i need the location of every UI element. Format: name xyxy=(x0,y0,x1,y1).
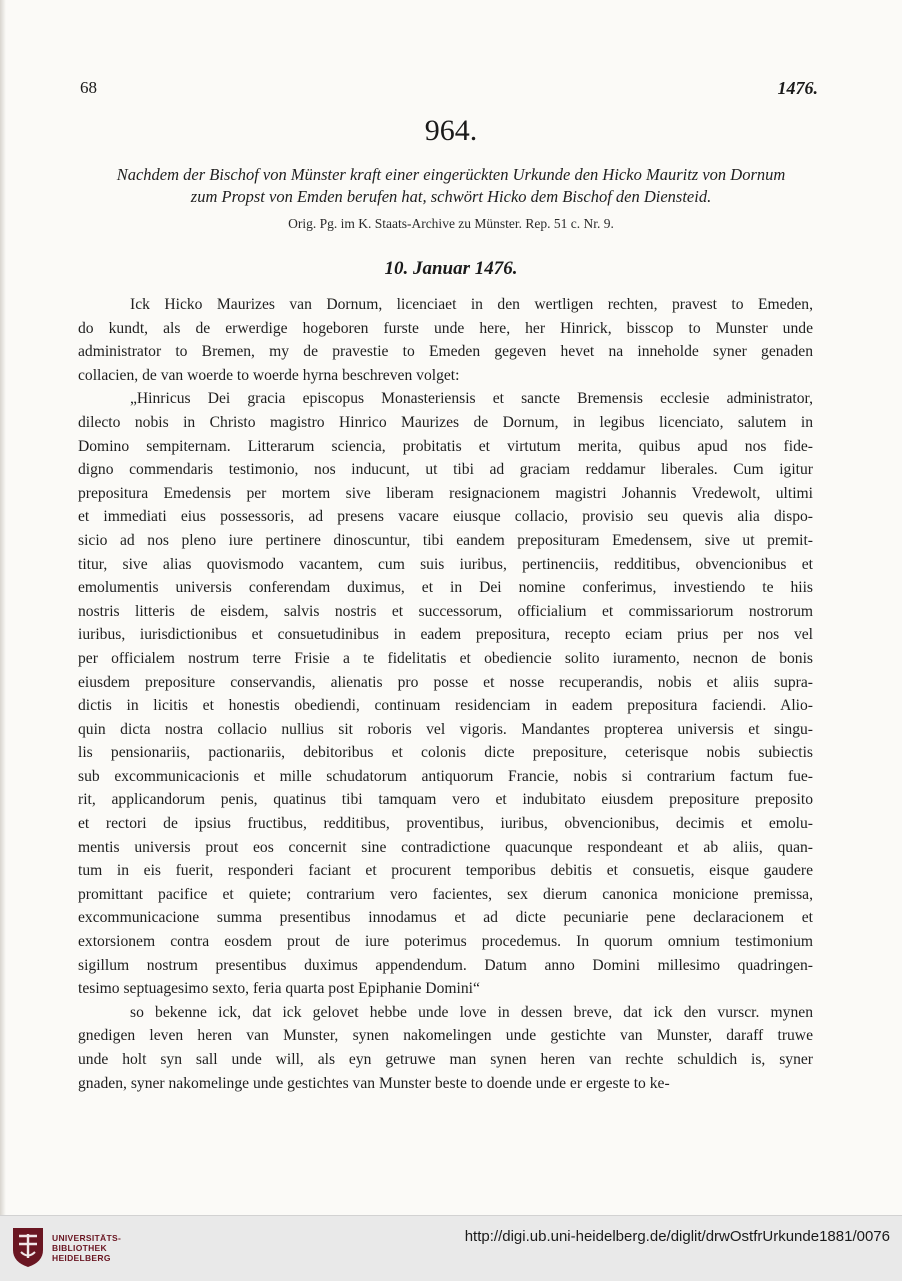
body-line: dictis in licitis et honestis obediendi, continuam residenciam in eadem prepositura faciendi. Alio- xyxy=(78,697,813,715)
body-line: gnaden, syner nakomelinge unde gestichtes van Munster beste to doende unde er ergeste to ke- xyxy=(78,1074,670,1092)
library-seal-icon[interactable] xyxy=(10,1226,46,1268)
document-body xyxy=(78,293,813,1095)
body-line: „Hinricus Dei gracia episcopus Monasteriensis et sancte Bremensis ecclesie administrator, xyxy=(130,390,813,408)
page-number: 68 xyxy=(80,78,97,97)
archive-source: Orig. Pg. im K. Staats-Archive zu Münster. Rep. 51 c. Nr. 9. xyxy=(288,216,614,231)
body-line: per officialem nostrum terre Frisie a te fidelitatis et obediencie solito iuramento, necnon de bonis xyxy=(78,649,813,667)
body-line: sub excommunicacionis et mille schudatorum antiquorum Francie, nobis si contrarium factum fue- xyxy=(78,767,813,785)
body-line: iuribus, iurisdictionibus et consuetudinibus in eadem prepositura, recepto eciam prius per nos vel xyxy=(78,626,813,644)
body-line: promittant pacifice et quiete; contrarium vero facientes, sex dierum canonica monicione premissa, xyxy=(78,885,813,903)
body-line: Ick Hicko Maurizes van Dornum, licenciaet in den wertligen rechten, pravest to Emeden, xyxy=(130,296,813,313)
body-line: nostris litteris de eisdem, salvis nostris et successorum, officialium et commissariorum nostrorum xyxy=(78,602,813,620)
footer-bar xyxy=(0,1215,902,1281)
body-line: digno commendaris testimonio, nos inducunt, ut tibi ad graciam reddamur liberales. Cum igitur xyxy=(78,461,813,479)
body-line: do kundt, als de erwerdige hogeboren furste unde here, her Hinrick, bisscop to Munster unde xyxy=(78,319,813,337)
body-line: excommunicacione summa presentibus innodamus et ad dicte pecuniarie pene declaracionem et xyxy=(78,909,813,927)
library-name-line: UNIVERSITÄTS- xyxy=(52,1233,122,1243)
body-line: sigillum nostrum presentibus duximus appendendum. Datum anno Domini millesimo quadringen- xyxy=(78,956,813,974)
body-line: extorsionem contra eosdem prout de iure poterimus procedemus. In quorum omnium testimonium xyxy=(78,933,813,951)
library-name-line: BIBLIOTHEK xyxy=(52,1243,107,1253)
body-line: titur, sive alias quovismodo vacantem, cum suis iuribus, pertinenciis, redditibus, obvencionibus et xyxy=(78,555,813,573)
body-line: et immediati eius possessoris, ad presens vacare eiusque collacio, provisio seu quevis alia dispo- xyxy=(78,508,813,526)
body-line: rit, applicandorum penis, quatinus tibi tamquam vero et indubitato eiusdem prepositure preposito xyxy=(78,791,813,809)
library-name[interactable] xyxy=(52,1233,121,1263)
running-year: 1476. xyxy=(777,78,818,98)
body-line: tesimo septuagesimo sexto, feria quarta post Epiphanie Domini“ xyxy=(78,980,480,998)
body-line: administrator to Bremen, my de pravestie to Emeden gegeven hevet na inneholde syner genaden xyxy=(78,343,813,361)
body-line: prepositura Emedensis per mortem sive liberam resignacionem magistri Johannis Vredewolt, ultimi xyxy=(78,484,813,502)
document-summary xyxy=(60,164,842,208)
body-line: collacien, de van woerde to woerde hyrna beschreven volget: xyxy=(78,366,460,384)
body-line: unde holt syn sall unde will, als eyn getruwe man synen heren van rechte schuldich is, syner xyxy=(78,1051,813,1068)
body-line: eiusdem prepositure conservandis, alienatis pro posse et nosse recuperandis, nobis et aliis supra- xyxy=(78,673,813,691)
document-number: 964. xyxy=(424,114,478,147)
body-line: sicio ad nos pleno iure pertinere dinoscuntur, tibi eandem preposituram Emedensem, sive ut premit- xyxy=(78,531,813,549)
body-line: so bekenne ick, dat ick gelovet hebbe unde love in dessen breve, dat ick den vurscr. mynen xyxy=(130,1003,813,1021)
body-line: quin dicta nostra collacio nullius sit roboris vel vigoris. Mandantes propterea universis et singu- xyxy=(78,720,813,738)
body-line: Domino sempiternam. Litterarum sciencia, probitatis et virtutum merita, quibus apud nos fide- xyxy=(78,437,813,455)
summary-line: zum Propst von Emden berufen hat, schwört Hicko dem Bischof den Diensteid. xyxy=(190,187,712,206)
body-line: gnedigen leven heren van Munster, synen nakomelingen unde gestichte van Munster, daraff truwe xyxy=(78,1027,813,1045)
body-line: lis pensionariis, pactionariis, debitoribus et colonis dicte prepositure, ceterisque nobis subiectis xyxy=(78,744,813,762)
body-line: dilecto nobis in Christo magistro Hinrico Maurizes de Dornum, in legibus licenciato, salutem in xyxy=(78,413,813,431)
body-line: tum in eis fuerit, responderi faciant et procurent temporibus debitis et consuetis, eisque gaudere xyxy=(78,862,813,880)
summary-line: Nachdem der Bischof von Münster kraft einer eingerückten Urkunde den Hicko Mauritz von Dornum xyxy=(116,165,786,184)
body-line: et rectori de ipsius fructibus, redditibus, proventibus, iuribus, obvencionibus, decimis et emolu- xyxy=(78,815,813,833)
body-line: emolumentis universis conferendam duximus, et in Dei nomine conferimus, investiendo te hiis xyxy=(78,579,813,597)
body-line: mentis universis prout eos concernit sine contradictione quacunque respondeant et ab aliis, quan- xyxy=(78,838,813,856)
permalink-url[interactable]: http://digi.ub.uni-heidelberg.de/diglit/drwOstfrUrkunde1881/0076 xyxy=(464,1228,890,1245)
library-name-line: HEIDELBERG xyxy=(52,1253,111,1263)
document-date: 10. Januar 1476. xyxy=(384,258,518,279)
page-edge-shadow xyxy=(0,0,6,1215)
